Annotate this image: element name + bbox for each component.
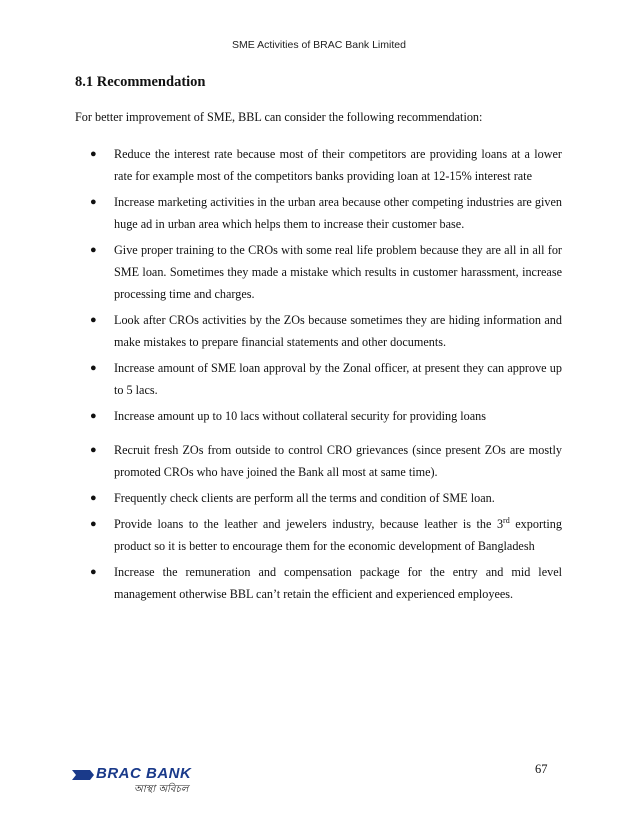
list-item [90, 405, 562, 427]
list-item [90, 357, 562, 401]
list-item-text: Increase the remuneration and compensation package for the entry and mid level management otherwise BBL can’t retain the efficient and experienced employees. [114, 565, 562, 601]
list-item-text: Increase amount up to 10 lacs without collateral security for providing loans [114, 409, 486, 423]
list-item [90, 561, 562, 605]
bullet-icon: ● [90, 244, 97, 256]
list-item-text: Increase amount of SME loan approval by the Zonal officer, at present they can approve up to 5 lacs. [114, 361, 562, 397]
list-item [90, 191, 562, 235]
list-item [90, 513, 562, 557]
ordinal-superscript: rd [503, 515, 510, 525]
list-item [90, 239, 562, 305]
list-item-text: Look after CROs activities by the ZOs because sometimes they are hiding information and make mistakes to prepare financial statements and other documents. [114, 313, 562, 349]
recommendation-list [90, 143, 562, 609]
bullet-icon: ● [90, 196, 97, 208]
intro-paragraph: For better improvement of SME, BBL can consider the following recommendation: [75, 110, 483, 124]
list-item-text: Recruit fresh ZOs from outside to control CRO grievances (since present ZOs are mostly promoted CROs who have joined the Bank all most at same time). [114, 443, 562, 479]
list-item [90, 487, 562, 509]
logo-wordmark: BRAC BANK [96, 765, 192, 782]
running-header: SME Activities of BRAC Bank Limited [232, 39, 406, 51]
bullet-icon: ● [90, 566, 97, 578]
bullet-icon: ● [90, 444, 97, 456]
bullet-icon: ● [90, 492, 97, 504]
bullet-icon: ● [90, 314, 97, 326]
bullet-icon: ● [90, 362, 97, 374]
bullet-icon: ● [90, 148, 97, 160]
section-title: 8.1 Recommendation [75, 74, 206, 90]
leather-text-after: exporting product so it is better to encourage them for the economic development of Bangladesh [114, 517, 562, 553]
bullet-icon: ● [90, 410, 97, 422]
bullet-icon: ● [90, 518, 97, 530]
list-item [90, 309, 562, 353]
logo-mark-icon [72, 768, 94, 782]
leather-text-before: Provide loans to the leather and jewelers industry, because leather is the 3 [114, 517, 504, 531]
logo-tagline: আস্থা অবিচল [134, 784, 189, 795]
list-item-text: Increase marketing activities in the urban area because other competing industries are given huge ad in urban area which helps them to increase their customer base. [114, 195, 562, 231]
list-item [90, 439, 562, 483]
brac-bank-logo [72, 765, 202, 805]
page-number: 67 [535, 762, 548, 776]
list-item-text: Reduce the interest rate because most of their competitors are providing loans at a lower rate for example most of the competitors banks providing loan at 12-15% interest rate [114, 147, 562, 183]
list-item-text: Frequently check clients are perform all the terms and condition of SME loan. [114, 491, 495, 505]
list-item-text [114, 517, 562, 553]
list-item-text: Give proper training to the CROs with some real life problem because they are all in all for SME loan. Sometimes they made a mistake which results in customer harassment, increase processing time and charges. [114, 243, 562, 301]
list-item [90, 143, 562, 187]
